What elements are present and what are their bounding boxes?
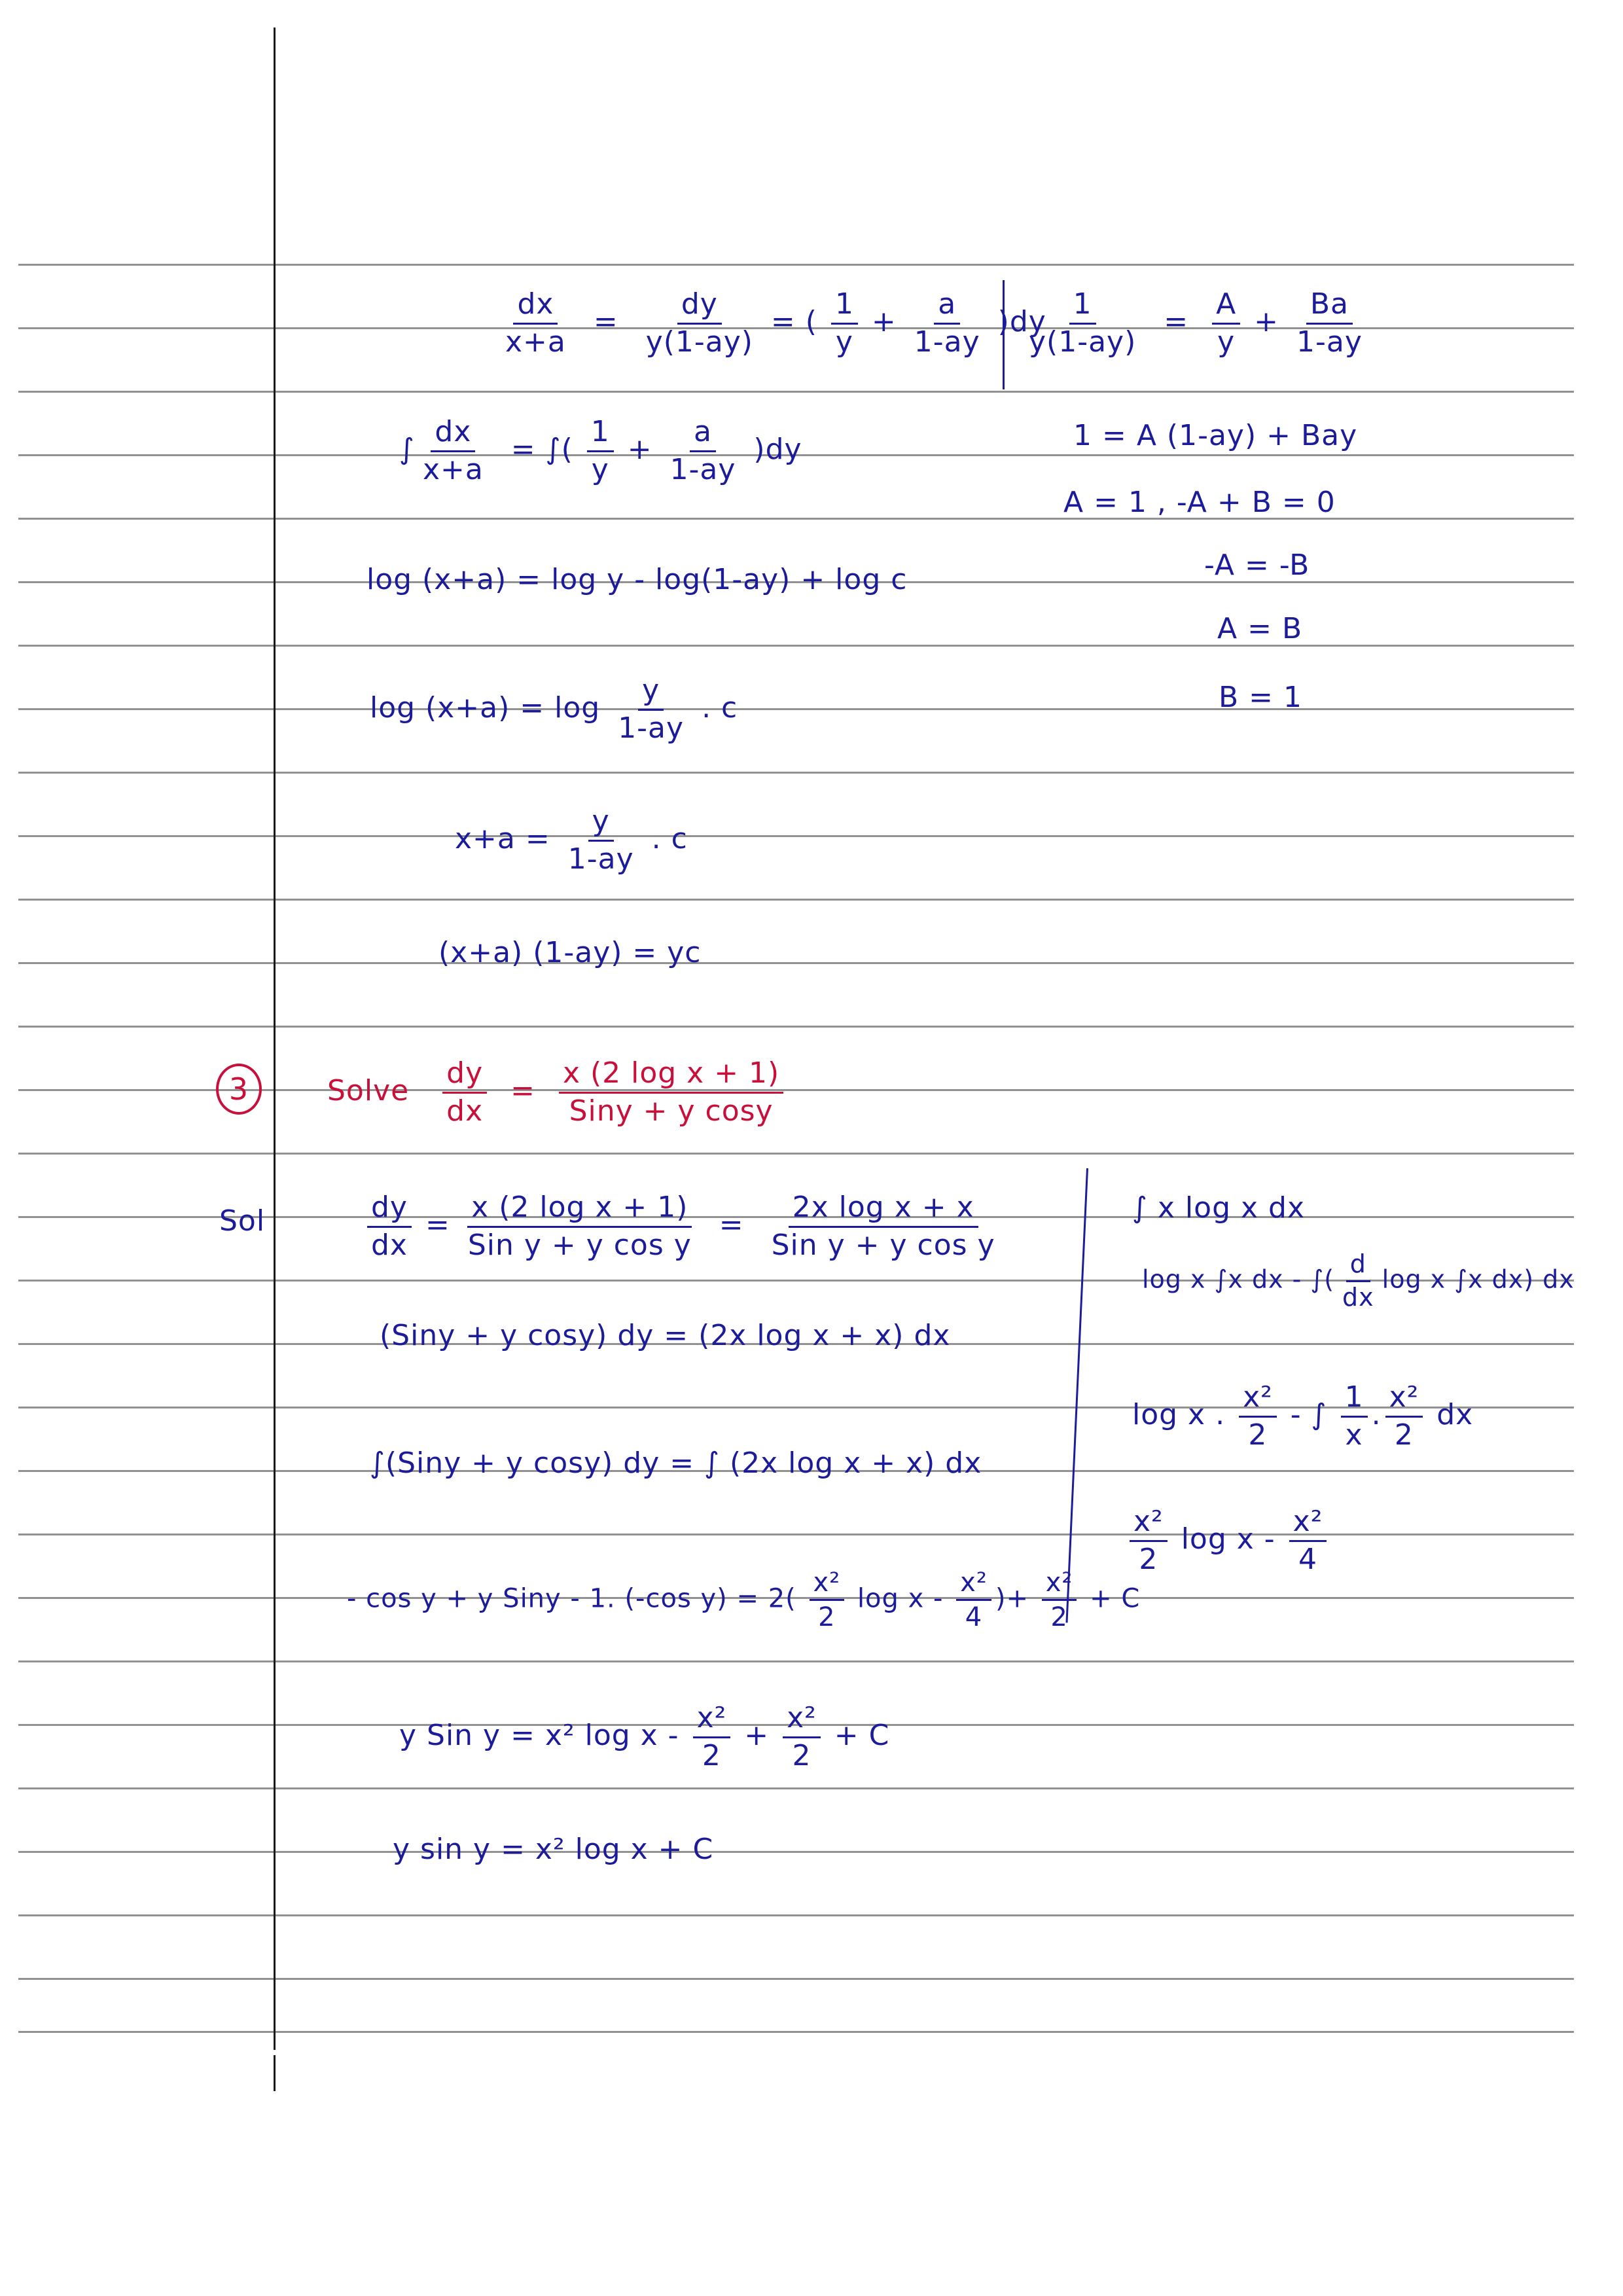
solution-label: Sol (219, 1204, 266, 1238)
fraction-denominator: 1-ay (669, 452, 736, 486)
equation-tail: log x ∫x dx) dx (1382, 1265, 1575, 1294)
equation-mid: log x - (857, 1583, 944, 1614)
equation-mid: log x - (1181, 1522, 1275, 1556)
ruled-line (18, 645, 1574, 647)
solution-final-answer: y sin y = x² log x + C (393, 1833, 714, 1866)
ruled-line (18, 518, 1574, 520)
fraction-denominator: 4 (1298, 1542, 1317, 1576)
equation-integrate: ∫ $\frac{dx}{x+a}$ = ∫( $\frac{1}{y}$ + $\frac{a}{1-ay}$ )dy (399, 415, 802, 486)
fraction-denominator: 2 (1248, 1418, 1268, 1452)
fraction-denominator: 2 (792, 1738, 812, 1772)
ruled-line (18, 264, 1574, 266)
fraction-numerator: d (1346, 1250, 1370, 1282)
equation-log-2 (370, 674, 738, 745)
ruled-line (18, 772, 1574, 774)
equation-tail: . c (651, 822, 688, 856)
side-work-result (1126, 1505, 1330, 1576)
question-statement: Solve $\frac{dy}{dx}$ = $\frac{\text{x (2 log x + 1)}}{\text{Siny + y cosy}}$ (327, 1057, 787, 1128)
fraction-numerator: a (690, 416, 716, 452)
fraction-numerator: 1 (1069, 288, 1096, 325)
equation-lhs: log (x+a) = log (370, 691, 601, 725)
fraction-denominator: 2 (818, 1602, 836, 1632)
margin-line-stub (274, 2055, 276, 2091)
side-work-step (1132, 1381, 1473, 1452)
fraction-denominator: 1-ay (567, 842, 634, 876)
ruled-line (18, 1153, 1574, 1155)
ruled-line (18, 1914, 1574, 1916)
fraction-denominator: dx (446, 1094, 484, 1128)
ruled-line (18, 1787, 1574, 1789)
fraction-numerator: a (934, 288, 960, 325)
solution-step-4: - cos y + y Siny - 1. (-cos y) = 2( $\frac{\text{x²}}{2}$ log x - $\frac{\text{x²}}{4}$ )+ $\frac{\text{x²}}{2}$ + C (347, 1568, 1141, 1632)
fraction-numerator: 2x log x + x (789, 1191, 978, 1228)
ruled-line (18, 391, 1574, 393)
fraction-numerator: 1 (831, 288, 858, 325)
equation-separation: $\frac{dx}{x+a}$ = $\frac{dy}{y(1-ay)}$ = ( $\frac{1}{y}$ + $\frac{a}{1-ay}$ )dy (497, 288, 1046, 359)
side-coefficient-5: B = 1 (1219, 681, 1303, 714)
equation-tail: dy (765, 433, 802, 467)
fraction-numerator: A (1212, 288, 1240, 325)
fraction-denominator: y(1-ay) (1029, 325, 1137, 359)
fraction-denominator: 2 (1050, 1602, 1068, 1632)
fraction-numerator: Ba (1306, 288, 1353, 325)
fraction-numerator: x² (783, 1702, 821, 1738)
fraction-numerator: 1 (1341, 1381, 1368, 1418)
equation-lhs: log x . (1132, 1398, 1226, 1432)
fraction-numerator: x² (1130, 1505, 1168, 1542)
fraction-numerator: x² (1239, 1381, 1277, 1418)
fraction-denominator: y (591, 452, 609, 486)
fraction-numerator: y (588, 805, 614, 842)
equation-lhs: x+a = (455, 822, 550, 856)
fraction-numerator: x² (693, 1702, 731, 1738)
ruled-line (18, 899, 1574, 901)
fraction-denominator: x (1345, 1418, 1363, 1452)
fraction-denominator: x+a (505, 325, 566, 359)
question-number (216, 1064, 262, 1115)
fraction-numerator: dx (513, 288, 558, 325)
fraction-denominator: 4 (965, 1602, 983, 1632)
equation-lhs: y Sin y = x² log x - (399, 1719, 679, 1753)
fraction-denominator: y (835, 325, 853, 359)
fraction-denominator: 2 (1139, 1542, 1158, 1576)
fraction-denominator: dx (1342, 1282, 1374, 1312)
fraction-numerator: 1 (587, 416, 614, 452)
side-work-integral: ∫ x log x dx (1132, 1191, 1305, 1225)
fraction-numerator: x (2 log x + 1) (467, 1191, 692, 1228)
fraction-denominator: x+a (422, 452, 484, 486)
equation-final-1: (x+a) (1-ay) = yc (438, 936, 702, 969)
margin-line (274, 27, 276, 2050)
fraction-denominator: 2 (702, 1738, 721, 1772)
solution-step-5: y Sin y = x² log x - $\frac{\text{x²}}{2}$ + $\frac{\text{x²}}{2}$ + C (399, 1701, 890, 1772)
fraction-denominator: Sin y + y cos y (467, 1228, 692, 1262)
fraction-numerator: dy (442, 1057, 487, 1094)
fraction-denominator: y(1-ay) (645, 325, 753, 359)
fraction-denominator: Sin y + y cos y (771, 1228, 995, 1262)
solution-step-3: ∫(Siny + y cosy) dy = ∫ (2x log x + x) dx (370, 1446, 982, 1480)
side-coefficient-4: A = B (1217, 612, 1303, 645)
equation-lhs: - cos y + y Siny - 1. (-cos y) = 2 (347, 1583, 786, 1614)
fraction-numerator: x² (1289, 1505, 1327, 1542)
dot: . (1371, 1398, 1382, 1432)
ruled-line (18, 2031, 1574, 2033)
fraction-denominator: Siny + y cosy (569, 1094, 774, 1128)
solution-step-2: (Siny + y cosy) dy = (2x log x + x) dx (380, 1319, 951, 1352)
fraction-denominator: 2 (1394, 1418, 1414, 1452)
question-number-circle: 3 (216, 1064, 262, 1115)
side-work-divider (1065, 1168, 1088, 1623)
question-label: Solve (327, 1074, 410, 1108)
ruled-line (18, 835, 1574, 837)
fraction-denominator: 1-ay (618, 711, 685, 745)
equation-lhs: log x ∫x dx - ∫( (1142, 1265, 1335, 1294)
ruled-line (18, 1026, 1574, 1028)
fraction-numerator: x² (1385, 1381, 1423, 1418)
ruled-line (18, 1660, 1574, 1662)
fraction-numerator: dy (367, 1191, 412, 1228)
side-coefficient-2: A = 1 , -A + B = 0 (1063, 486, 1336, 519)
equation-tail: . c (702, 691, 738, 725)
fraction-numerator: x² (810, 1568, 845, 1601)
ruled-line (18, 1534, 1574, 1535)
fraction-numerator: x (2 log x + 1) (559, 1057, 783, 1094)
equation-tail: + C (1090, 1583, 1141, 1614)
fraction-denominator: dx (371, 1228, 408, 1262)
equation-tail: dx (1436, 1398, 1474, 1432)
fraction-denominator: y (1217, 325, 1236, 359)
side-coefficient-1: 1 = A (1-ay) + Bay (1073, 419, 1358, 452)
partial-fraction-setup: $\frac{1}{y(1-ay)}$ = $\frac{A}{y}$ + $\frac{Ba}{1-ay}$ (1021, 288, 1370, 359)
fraction-denominator: 1-ay (914, 325, 980, 359)
ruled-line (18, 1851, 1574, 1853)
fraction-numerator: dy (677, 288, 722, 325)
equation-tail: + C (834, 1719, 890, 1753)
equation-tail: dy (1009, 305, 1046, 339)
solution-step-1: $\frac{dy}{dx}$ = $\frac{\text{x (2 log x + 1)}}{\text{Sin y + y cos y}}$ = $\frac{\text{2x log x + x}}{\text{Sin y + y cos y}}$ (363, 1191, 1003, 1262)
fraction-denominator: 1-ay (1296, 325, 1363, 359)
equation-exp (455, 805, 688, 876)
side-work-by-parts (1142, 1250, 1575, 1312)
fraction-numerator: dx (431, 416, 475, 452)
side-coefficient-3: -A = -B (1204, 548, 1310, 582)
fraction-numerator: x² (1042, 1568, 1077, 1601)
ruled-line (18, 962, 1574, 964)
equation-log-1: log (x+a) = log y - log(1-ay) + log c (366, 563, 908, 596)
ruled-line (18, 708, 1574, 710)
ruled-line (18, 1978, 1574, 1980)
fraction-numerator: x² (956, 1568, 991, 1601)
fraction-numerator: y (638, 674, 664, 711)
equation-mid: - ∫ (1290, 1398, 1327, 1432)
